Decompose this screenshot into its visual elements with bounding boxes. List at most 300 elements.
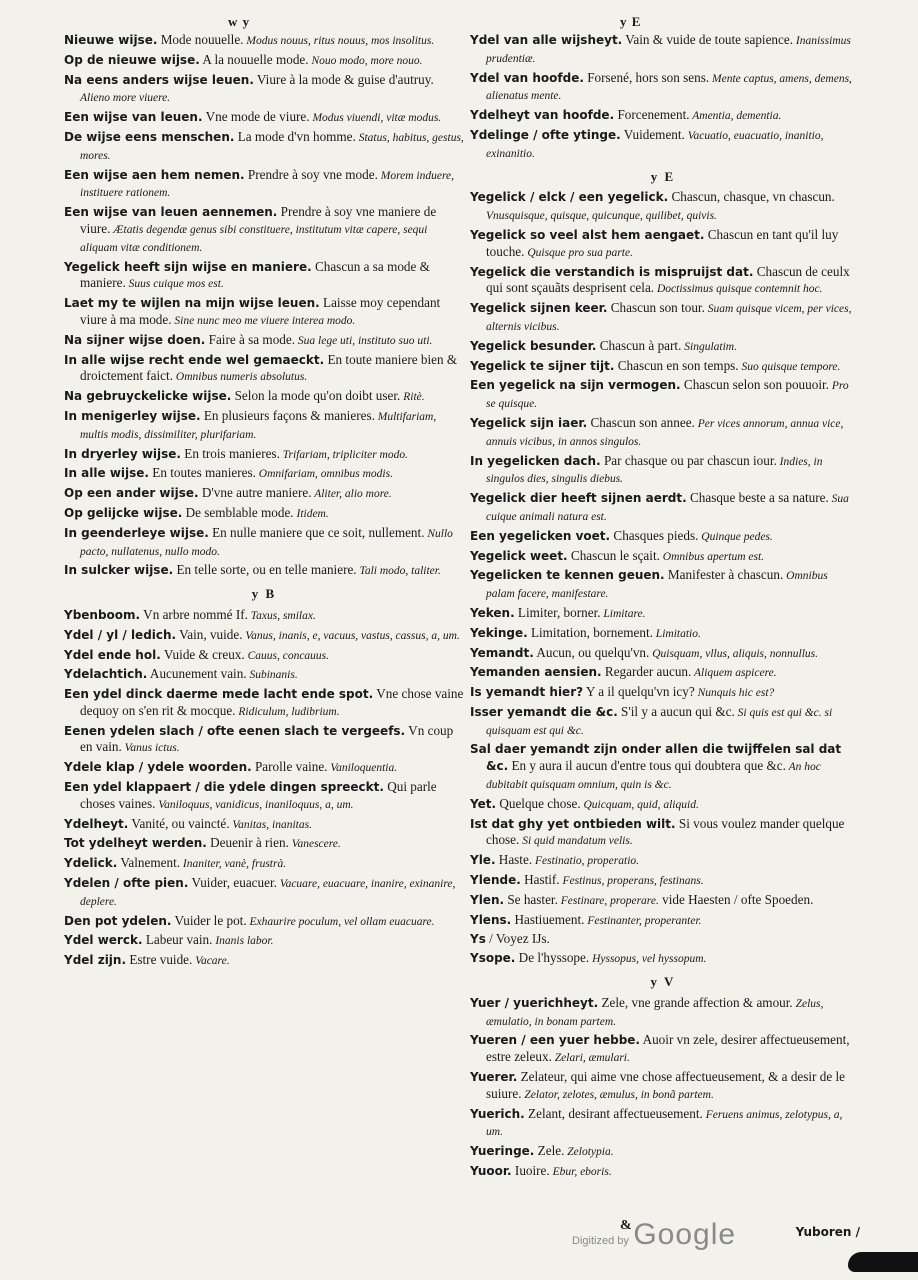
entry-headword: Yeken. <box>470 605 515 620</box>
dictionary-entry <box>470 625 856 643</box>
entry-headword: Den pot ydelen. <box>64 913 172 928</box>
entry-headword: Yet. <box>470 796 497 811</box>
entry-headword: Een wijse aen hem nemen. <box>64 167 245 182</box>
dictionary-entry <box>470 892 856 910</box>
entry-headword: Yegelick die verstandich is mispruijst dat. <box>470 264 754 279</box>
dictionary-entry <box>470 1032 856 1067</box>
entry-french-gloss: Qui parle choses vaines. <box>80 779 437 811</box>
dictionary-entry <box>470 852 856 870</box>
dictionary-entry <box>64 332 464 350</box>
entry-headword: Yegelick weet. <box>470 548 568 563</box>
entry-french-gloss: Hastif. <box>520 872 560 888</box>
entry-latin-gloss: Vaniloquus, vanidicus, inaniloquus, a, um. <box>155 798 354 811</box>
dictionary-entry <box>470 358 856 376</box>
entry-latin-gloss: Taxus, smilax. <box>247 609 316 622</box>
entry-headword: Een yegelick na sijn vermogen. <box>470 378 681 393</box>
entry-latin-gloss: Ridiculum, ludibrium. <box>235 705 340 718</box>
entry-headword: Ylens. <box>470 912 512 927</box>
watermark-logo: Google <box>633 1218 737 1251</box>
catch-ampersand: & <box>620 1218 632 1233</box>
entry-latin-gloss: Exhaurire poculum, vel ollam euacuare. <box>246 915 435 928</box>
entry-latin-gloss: Sua lege uti, instituto suo uti. <box>295 334 433 347</box>
entry-headword: Yegelick / elck / een yegelick. <box>470 190 669 205</box>
entry-latin-gloss: Inaniter, vanè, frustrà. <box>180 858 287 871</box>
entry-latin-gloss: Limitatio. <box>652 627 701 640</box>
entry-latin-gloss: Festinus, properans, festinans. <box>559 875 704 888</box>
dictionary-entry <box>470 995 856 1031</box>
entry-latin-gloss: Modus viuendi, vitæ modus. <box>309 112 442 125</box>
entry-french-gloss: A la nouuelle mode. <box>199 51 309 67</box>
dictionary-entry <box>64 952 464 970</box>
entry-french-gloss: Limitation, bornement. <box>527 624 653 640</box>
entry-headword: Ydel werck. <box>64 933 143 948</box>
entry-headword: In yegelicken dach. <box>470 453 601 468</box>
entry-headword: Ydel van hoofde. <box>470 70 584 85</box>
entry-headword: Ydel zijn. <box>64 953 127 968</box>
dictionary-entry <box>470 70 856 106</box>
dictionary-entry <box>470 605 856 623</box>
entry-latin-gloss: Ebur, eboris. <box>549 1166 612 1179</box>
entry-headword: Ist dat ghy yet ontbieden wilt. <box>470 816 676 831</box>
entry-latin-gloss: Sua cuique animali natura est. <box>486 493 849 523</box>
entry-french-gloss: En y aura il aucun d'entre tous qui doubtera que &c. <box>508 758 786 774</box>
entry-latin-gloss: Zelus, æmulatio, in bonam partem. <box>486 997 824 1028</box>
entry-latin-gloss: Omnibus apertum est. <box>659 550 765 563</box>
entry-headword: Isser yemandt die &c. <box>470 704 618 719</box>
entry-latin-gloss: Vanitas, inanitas. <box>229 818 312 831</box>
entry-headword: Ydelick. <box>64 856 118 871</box>
entry-headword: Ydelheyt van hoofde. <box>470 108 615 123</box>
dictionary-entry <box>470 741 856 793</box>
entry-french-gloss: De l'hyssope. <box>515 950 590 966</box>
entry-french-gloss: De semblable mode. <box>182 504 294 520</box>
dictionary-entry <box>470 931 856 948</box>
dictionary-entry <box>64 259 464 294</box>
entry-headword: Yegelick besunder. <box>470 338 597 353</box>
entry-latin-gloss: Tali modo, taliter. <box>356 565 441 578</box>
entry-french-gloss: Chascun son tour. <box>607 300 705 316</box>
dictionary-entry <box>64 723 464 758</box>
dictionary-entry <box>470 664 856 682</box>
catchword <box>796 1224 860 1240</box>
entry-headword: Ydelachtich. <box>64 667 148 682</box>
entry-french-gloss: Deuenir à rien. <box>206 835 289 851</box>
entry-headword: Ydel / yl / ledich. <box>64 627 177 642</box>
entry-french-gloss: Selon la mode qu'on doibt user. <box>231 388 401 404</box>
entry-headword: Op een ander wijse. <box>64 486 199 501</box>
dictionary-entry <box>64 835 464 853</box>
dictionary-entry <box>64 32 464 50</box>
entry-headword: Op de nieuwe wijse. <box>64 52 200 67</box>
entry-latin-gloss: Alieno more viuere. <box>80 92 171 105</box>
entry-headword: Ys <box>470 932 486 947</box>
entry-french-gloss: En trois manieres. <box>180 445 280 461</box>
entry-french-gloss: Aucunement vain. <box>147 666 247 682</box>
dictionary-entry <box>470 189 856 225</box>
entry-headword: Yegelick te sijner tijt. <box>470 358 615 373</box>
entry-french-gloss: Hastiuement. <box>511 911 585 927</box>
entry-french-gloss: S'il y a aucun qui &c. <box>617 703 735 719</box>
entry-french-gloss: Chascun le sçait. <box>567 547 660 563</box>
entry-cross-reference: vide Haesten / ofte Spoeden. <box>658 891 814 907</box>
entry-french-gloss: Prendre à soy vne mode. <box>244 166 378 182</box>
entry-french-gloss: En toutes manieres. <box>148 465 256 481</box>
running-header-left: w y <box>228 14 251 29</box>
entry-latin-gloss: Omnibus numeris absolutus. <box>173 371 308 384</box>
dictionary-entry <box>470 548 856 566</box>
entry-latin-gloss: Aliter, alio more. <box>311 488 392 501</box>
entry-latin-gloss: Festinanter, properanter. <box>584 914 702 927</box>
dictionary-entry <box>470 950 856 968</box>
entry-french-gloss: Zele. <box>534 1143 565 1159</box>
entry-latin-gloss: Ritè. <box>400 391 425 404</box>
entry-latin-gloss: Zelotypia. <box>564 1146 614 1159</box>
entry-headword: Eenen ydelen slach / ofte eenen slach te vergeefs. <box>64 723 406 738</box>
running-header-right: y E <box>620 14 642 29</box>
dictionary-entry <box>470 912 856 930</box>
entry-headword: Yle. <box>470 853 496 868</box>
entry-headword: Een wijse van leuen. <box>64 110 203 125</box>
dictionary-entry <box>64 686 464 721</box>
entry-latin-gloss: Hyssopus, vel hyssopum. <box>589 953 707 966</box>
entry-latin-gloss: Vnusquisque, quisque, quicunque, quilibet, quivis. <box>486 210 717 223</box>
dictionary-entry <box>64 295 464 330</box>
entry-latin-gloss: Vaniloquentia. <box>327 762 398 775</box>
entry-french-gloss: Mode nouuelle. <box>157 32 244 47</box>
entry-headword: Yuerich. <box>470 1106 525 1121</box>
entry-french-gloss: Vuider le pot. <box>171 912 247 928</box>
entry-latin-gloss: Zelator, zelotes, æmulus, in bonã partem. <box>521 1088 714 1101</box>
watermark-small: Digitized by <box>572 1235 629 1247</box>
dictionary-entry <box>64 666 464 684</box>
entry-latin-gloss: Cauus, concauus. <box>244 649 330 662</box>
entry-french-gloss: Vain & vuide de toute sapience. <box>622 32 794 47</box>
dictionary-entry <box>64 505 464 523</box>
entry-headword: Na gebruyckelicke wijse. <box>64 389 232 404</box>
entry-latin-gloss: Multifariam, multis modis, dissimiliter, plurifariam. <box>80 410 437 441</box>
entry-latin-gloss: Vanus, inanis, e, vacuus, vastus, cassus, a, um. <box>242 629 460 642</box>
right-entries <box>470 32 856 163</box>
entry-french-gloss: Vuide & creux. <box>160 646 245 662</box>
entry-french-gloss: Faire à sa mode. <box>205 331 296 347</box>
entry-latin-gloss: Si quid mandatum velis. <box>519 835 633 848</box>
entry-french-gloss: Vn coup en vain. <box>80 722 454 755</box>
dictionary-entry <box>64 816 464 834</box>
entry-french-gloss: Valnement. <box>117 855 181 871</box>
entry-french-gloss: Limiter, borner. <box>514 604 601 620</box>
entry-french-gloss: Prendre à soy vne maniere de viure. <box>80 204 437 236</box>
entry-french-gloss: Manifester à chascun. <box>664 567 784 583</box>
entry-french-gloss: Haste. <box>495 852 533 868</box>
entry-latin-gloss: Vacuare, euacuare, inanire, exinanire, deplere. <box>80 878 456 908</box>
entry-french-gloss: Zele, vne grande affection & amour. <box>598 994 793 1010</box>
entry-headword: Ydelen / ofte pien. <box>64 876 189 891</box>
entry-headword: Ysope. <box>470 951 516 966</box>
entry-french-gloss: Zelant, desirant affectueusement. <box>524 1105 703 1121</box>
entry-headword: Op gelijcke wijse. <box>64 505 183 520</box>
entry-latin-gloss: Quinque pedes. <box>698 530 773 543</box>
entry-headword: In menigerley wijse. <box>64 408 201 423</box>
entry-headword: Yueringe. <box>470 1144 535 1159</box>
dictionary-entry <box>470 645 856 663</box>
dictionary-entry <box>64 607 464 625</box>
entry-latin-gloss: Suo quisque tempore. <box>738 360 841 373</box>
entry-latin-gloss: Quicquam, quid, aliquid. <box>580 798 699 811</box>
entry-latin-gloss: Status, habitus, gestus, mores. <box>80 131 464 162</box>
entry-french-gloss: Chasque beste a sa nature. <box>686 490 829 506</box>
entry-headword: Yegelick so veel alst hem aengaet. <box>470 227 705 242</box>
entry-french-gloss: Chascun selon son pouuoir. <box>680 377 829 393</box>
dictionary-entry <box>470 107 856 125</box>
entry-french-gloss: Chasques pieds. <box>610 527 699 543</box>
entry-french-gloss: Regarder aucun. <box>601 664 692 680</box>
dictionary-entry <box>64 167 464 203</box>
entry-latin-gloss: Per vices annorum, annua vice, annuis vicibus, in annos singulos. <box>486 417 844 448</box>
entry-latin-gloss: Morem induere, instituere rationem. <box>80 169 455 200</box>
entry-latin-gloss: Nouo modo, more nouo. <box>308 54 423 67</box>
dictionary-entry <box>470 1163 856 1181</box>
entry-latin-gloss: Si quis est qui &c. si quisquam est qui &c. <box>486 706 833 737</box>
entry-latin-gloss: Vacare. <box>192 955 230 968</box>
entry-latin-gloss: Feruens animus, zelotypus, a, um. <box>486 1108 843 1139</box>
section-title-yv: y V <box>650 974 676 990</box>
entry-headword: Ylende. <box>470 873 521 888</box>
entry-headword: In sulcker wijse. <box>64 563 174 578</box>
entry-headword: Ylen. <box>470 892 505 907</box>
dictionary-entry <box>64 446 464 464</box>
entry-latin-gloss: Trifariam, tripliciter modo. <box>279 448 408 461</box>
entry-latin-gloss: Suus cuique mos est. <box>125 278 224 291</box>
dictionary-entry <box>470 567 856 603</box>
entry-headword: Yueren / een yuer hebbe. <box>470 1033 640 1048</box>
entry-latin-gloss: Suam quisque vicem, per vices, alternis vicibus. <box>486 303 852 333</box>
dictionary-entry <box>64 759 464 777</box>
left-entries <box>64 32 464 580</box>
entry-headword: Na sijner wijse doen. <box>64 332 206 347</box>
dictionary-entry <box>64 932 464 950</box>
entry-french-gloss: Aucun, ou quelqu'vn. <box>533 644 650 660</box>
entry-latin-gloss: Pro se quisque. <box>486 380 849 411</box>
entry-french-gloss: Si vous voulez mander quelque chose. <box>486 815 845 848</box>
dictionary-entry <box>470 1143 856 1161</box>
entry-french-gloss: Vn arbre nommé If. <box>140 606 248 622</box>
entry-latin-gloss: Omnibus palam facere, manifestare. <box>486 570 828 601</box>
dictionary-entry <box>64 485 464 503</box>
entry-latin-gloss: Nunquis hic est? <box>694 687 775 700</box>
entry-headword: Ydele klap / ydele woorden. <box>64 760 252 775</box>
dictionary-entry <box>64 352 464 387</box>
entry-headword: Yegelick dier heeft sijnen aerdt. <box>470 491 687 506</box>
entry-headword: Is yemandt hier? <box>470 685 584 700</box>
entry-french-gloss: Chascun à part. <box>596 337 682 353</box>
dictionary-entry <box>64 109 464 127</box>
dictionary-entry <box>470 490 856 526</box>
entry-headword: Nieuwe wijse. <box>64 33 158 47</box>
entry-headword: In alle wijse. <box>64 466 149 481</box>
entry-french-gloss: Quelque chose. <box>496 795 581 811</box>
entry-latin-gloss: Zelari, æmulari. <box>551 1052 630 1065</box>
dictionary-entry <box>470 872 856 890</box>
entry-french-gloss: / Voyez IJs. <box>485 931 550 947</box>
entry-french-gloss: Laisse moy cependant viure à ma mode. <box>80 295 441 327</box>
entry-french-gloss: Chascun en son temps. <box>614 357 739 373</box>
entry-latin-gloss: Mente captus, amens, demens, alienatus mente. <box>486 72 852 103</box>
entry-french-gloss: Iuoire. <box>511 1163 550 1179</box>
entry-french-gloss: Forcenement. <box>614 107 690 123</box>
dictionary-entry <box>470 704 856 740</box>
entry-french-gloss: En nulle maniere que ce soit, nullement. <box>208 524 425 540</box>
entry-french-gloss: Labeur vain. <box>142 932 213 948</box>
entry-latin-gloss: Doctissimus quisque contemnit hoc. <box>654 283 823 296</box>
entry-french-gloss: Vne chose vaine dequoy on s'en rit & mocque. <box>80 686 464 718</box>
entry-headword: Een yegelicken voet. <box>470 528 611 543</box>
entry-headword: Ybenboom. <box>64 607 141 622</box>
right-entries-yv <box>470 995 856 1181</box>
dictionary-entry <box>470 1069 856 1104</box>
entry-headword: Yekinge. <box>470 625 528 640</box>
dictionary-entry <box>470 684 856 702</box>
entry-headword: Ydelinge / ofte ytinge. <box>470 127 621 142</box>
dictionary-entry <box>470 264 856 299</box>
entry-latin-gloss: Sine nunc meo me viuere interea modo. <box>171 314 356 327</box>
entry-headword: Een ydel dinck daerme mede lacht ende spot. <box>64 687 374 702</box>
entry-headword: Yuerer. <box>470 1070 518 1085</box>
entry-headword: Yemandt. <box>470 645 534 660</box>
dictionary-entry <box>470 528 856 546</box>
entry-headword: Na eens anders wijse leuen. <box>64 72 254 87</box>
entry-headword: Yuoor. <box>470 1164 512 1179</box>
entry-french-gloss: D'vne autre maniere. <box>198 485 312 501</box>
entry-latin-gloss: Omnifariam, omnibus modis. <box>255 468 393 481</box>
entry-french-gloss: Chascun, chasque, vn chascun. <box>668 189 835 205</box>
entry-french-gloss: Y a il quelqu'vn icy? <box>583 684 695 700</box>
entry-french-gloss: En plusieurs façons & manieres. <box>200 407 375 423</box>
entry-french-gloss: Zelateur, qui aime vne chose affectueusement, & a desir de le suiure. <box>486 1069 846 1101</box>
dictionary-entry <box>64 129 464 165</box>
entry-french-gloss: Se haster. <box>504 891 558 907</box>
entry-french-gloss: Par chasque ou par chascun iour. <box>600 452 777 468</box>
section-title-yb: y B <box>251 586 277 602</box>
right-column <box>470 32 856 1183</box>
entry-french-gloss: Chascun de ceulx qui sont sçauãts desprisent cela. <box>486 263 850 296</box>
left-column <box>64 32 464 972</box>
entry-french-gloss: En telle sorte, ou en telle maniere. <box>173 562 357 578</box>
dictionary-entry <box>470 32 856 68</box>
dictionary-entry <box>64 913 464 931</box>
entry-latin-gloss: Quisque pro sua parte. <box>524 246 633 259</box>
entry-headword: Ydelheyt. <box>64 816 129 831</box>
entry-latin-gloss: Itidem. <box>293 507 329 520</box>
page-edge-shadow <box>848 1252 918 1272</box>
entry-headword: Yuer / yuerichheyt. <box>470 995 599 1010</box>
dictionary-entry <box>64 875 464 911</box>
entry-latin-gloss: Modus nouus, ritus nouus, mos insolitus. <box>243 35 435 47</box>
entry-latin-gloss: Vanus ictus. <box>121 742 180 755</box>
dictionary-entry <box>64 627 464 645</box>
right-entries-ye <box>470 189 856 968</box>
entry-headword: In dryerley wijse. <box>64 446 181 461</box>
entry-french-gloss: Chascun son annee. <box>587 414 695 430</box>
entry-french-gloss: Auoir vn zele, desirer affectueusement, estre zeleux. <box>486 1032 850 1065</box>
entry-headword: Yemanden aensien. <box>470 665 602 680</box>
entry-headword: In alle wijse recht ende wel gemaeckt. <box>64 352 325 367</box>
entry-headword: Sal daer yemandt zijn onder allen die twijffelen sal dat &c. <box>470 742 842 774</box>
entry-latin-gloss: Vacuatio, euacuatio, inanitio, exinanitio. <box>486 129 824 160</box>
entry-french-gloss: La mode d'vn homme. <box>234 128 356 144</box>
entry-french-gloss: Viure à la mode & guise d'autruy. <box>253 71 434 87</box>
entry-headword: Ydel ende hol. <box>64 647 161 662</box>
dictionary-entry <box>64 408 464 444</box>
entry-french-gloss: En toute maniere bien & droictement faict. <box>80 351 458 384</box>
entry-latin-gloss: Festinatio, properatio. <box>532 855 640 868</box>
dictionary-entry <box>64 465 464 483</box>
entry-headword: Laet my te wijlen na mijn wijse leuen. <box>64 296 320 311</box>
entry-latin-gloss: Indies, in singulos dies, singulis diebus. <box>486 455 823 486</box>
dictionary-entry <box>64 855 464 873</box>
entry-french-gloss: Vne mode de viure. <box>202 109 310 125</box>
dictionary-entry <box>470 816 856 851</box>
entry-latin-gloss: Inanissimus prudentiæ. <box>486 35 851 65</box>
entry-headword: Tot ydelheyt werden. <box>64 836 207 851</box>
entry-headword: Yegelick sijnen keer. <box>470 301 608 316</box>
entry-headword: Yegelick sijn iaer. <box>470 415 588 430</box>
entry-french-gloss: Parolle vaine. <box>251 759 328 775</box>
entry-french-gloss: Chascun a sa mode & maniere. <box>80 258 430 291</box>
dictionary-entry <box>64 204 464 256</box>
entry-latin-gloss: An hoc dubitabit quisquam omnium, quin is &c. <box>486 761 821 792</box>
dictionary-entry <box>64 388 464 406</box>
digitized-watermark <box>572 1218 736 1252</box>
entry-french-gloss: Estre vuide. <box>126 952 193 968</box>
dictionary-entry <box>470 453 856 489</box>
dictionary-entry <box>64 779 464 814</box>
section-title-ye: y E <box>650 168 676 184</box>
entry-headword: Yegelicken te kennen geuen. <box>470 568 665 583</box>
entry-headword: Een wijse van leuen aennemen. <box>64 205 278 220</box>
entry-latin-gloss: Inanis labor. <box>212 935 274 948</box>
entry-headword: Een ydel klappaert / die ydele dingen spreeckt. <box>64 780 384 795</box>
dictionary-entry <box>64 525 464 561</box>
entry-latin-gloss: Amentia, dementia. <box>689 110 782 123</box>
dictionary-entry <box>470 300 856 336</box>
left-entries-yb <box>64 607 464 970</box>
dictionary-entry <box>470 1106 856 1142</box>
dictionary-entry <box>64 72 464 108</box>
entry-latin-gloss: Nullo pacto, nullatenus, nullo modo. <box>80 527 453 558</box>
dictionary-entry <box>470 377 856 413</box>
dictionary-entry <box>64 52 464 70</box>
dictionary-entry <box>470 796 856 814</box>
dictionary-entry <box>64 562 464 580</box>
entry-latin-gloss: Singulatim. <box>681 340 737 353</box>
entry-latin-gloss: Subinanis. <box>246 669 298 682</box>
dictionary-entry <box>470 338 856 356</box>
entry-french-gloss: Vuidement. <box>620 126 685 142</box>
entry-french-gloss: Chascun en tant qu'il luy touche. <box>486 226 839 259</box>
dictionary-entry <box>64 647 464 665</box>
entry-latin-gloss: Limitare. <box>600 607 646 620</box>
entry-latin-gloss: Aliquem aspicere. <box>691 667 777 680</box>
entry-headword: Ydel van alle wijsheyt. <box>470 33 623 47</box>
catchword-text: Yuboren / <box>795 1225 860 1239</box>
entry-french-gloss: Forsené, hors son sens. <box>583 69 710 85</box>
entry-headword: De wijse eens menschen. <box>64 129 235 144</box>
entry-french-gloss: Vanité, ou vaincté. <box>128 815 230 831</box>
entry-latin-gloss: Quisquam, vllus, aliquis, nonnullus. <box>649 647 819 660</box>
entry-latin-gloss: Ætatis degendæ genus sibi constituere, institutum vitæ capere, sequi aliquam vitæ conditionem. <box>80 223 428 254</box>
entry-latin-gloss: Festinare, properare. <box>557 894 659 907</box>
dictionary-entry <box>470 415 856 451</box>
